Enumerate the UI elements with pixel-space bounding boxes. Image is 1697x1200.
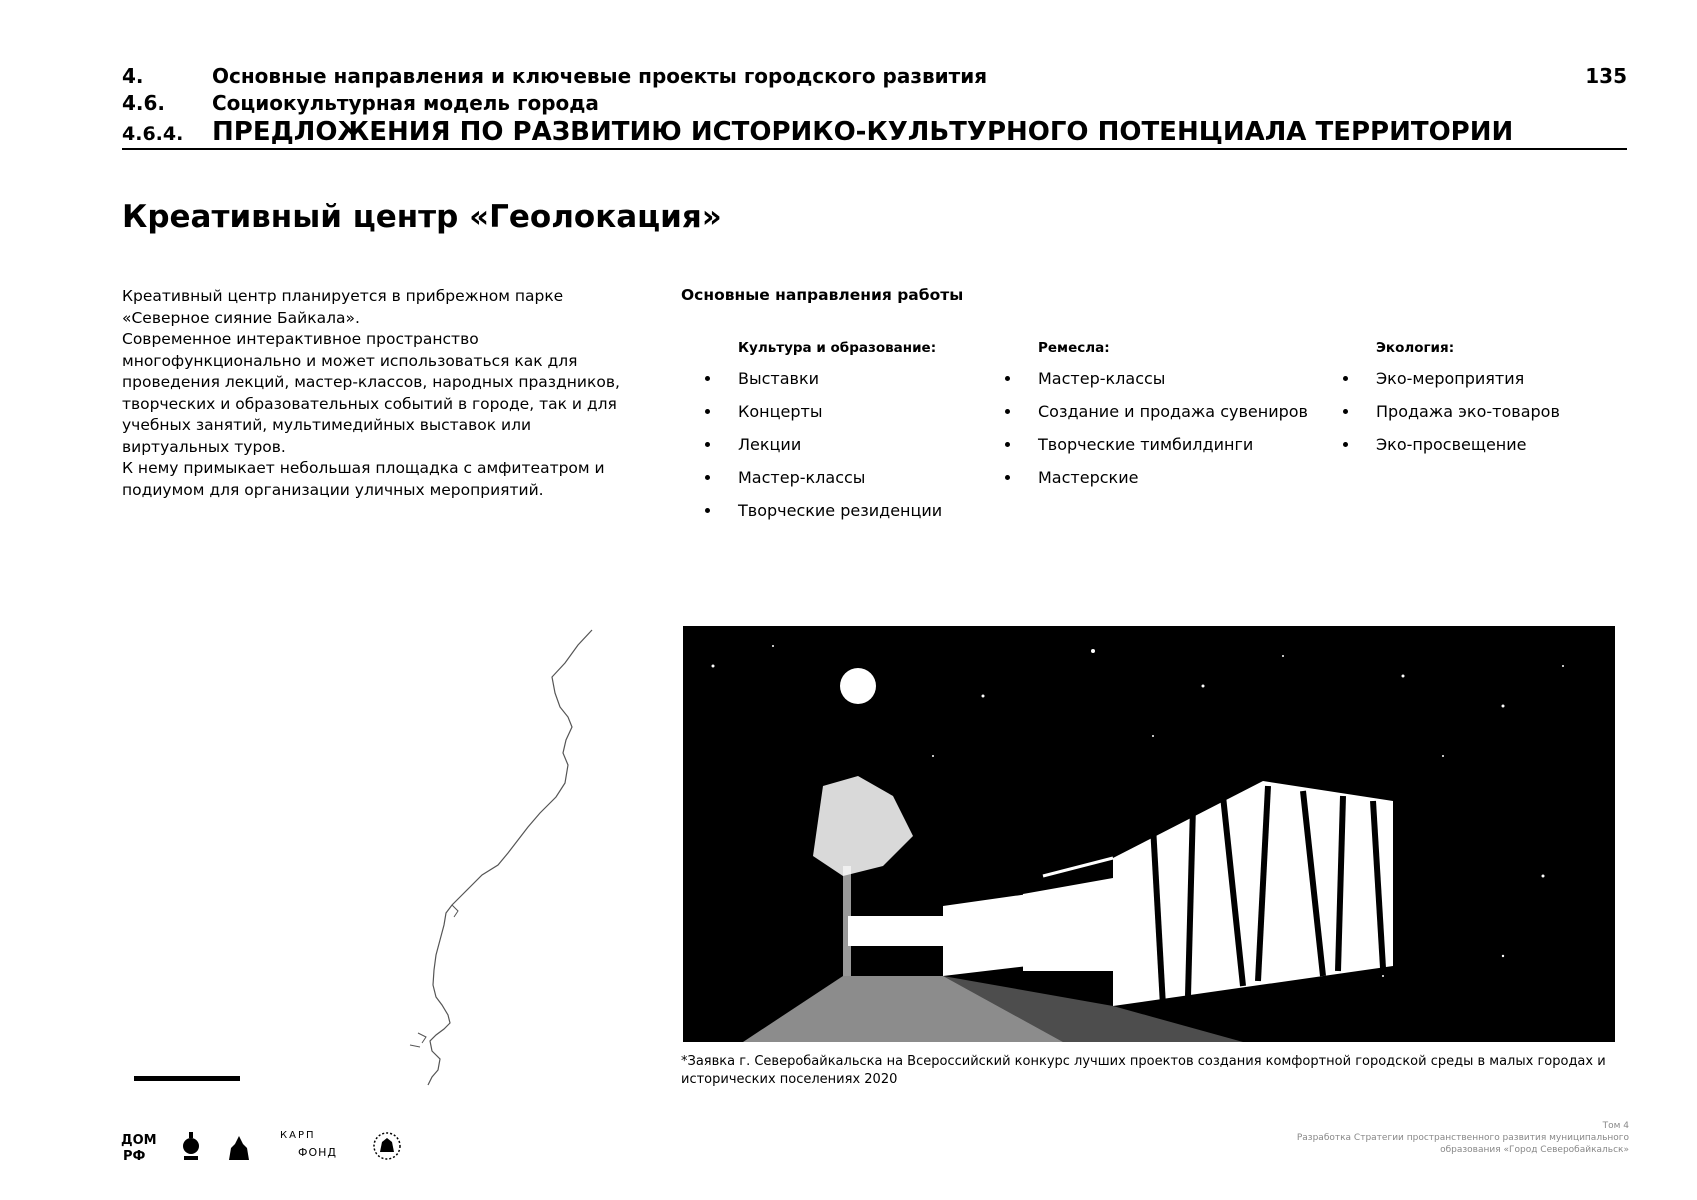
list-item [981,402,1308,435]
header-line-3 [122,117,1513,147]
direction-column-crafts [981,340,1308,501]
bullet-icon [1343,409,1348,414]
list-item [681,501,942,534]
dom-rf-logo [121,1130,157,1168]
bullet-icon [1005,409,1010,414]
chapter-number: 4.6.4. [122,123,184,145]
list-item [681,435,942,468]
column-title: Ремесла: [1038,340,1110,356]
bullet-icon [1343,376,1348,381]
subsection-title: Социокультурная модель города [212,91,599,115]
list-item-label: Создание и продажа сувениров [1038,402,1308,421]
project-visualization-image [683,626,1615,1042]
coastline-map [400,625,600,1095]
list-item-label: Выставки [738,369,820,388]
list-item-label: Мастер-классы [1038,369,1166,388]
page-title: Креативный центр «Геолокация» [122,199,722,235]
section-number: 4. [122,64,144,88]
karp-fond-logo [280,1124,342,1166]
list-item-label: Эко-мероприятия [1376,369,1525,388]
list-item-label: Концерты [738,402,823,421]
svg-text:ДОМ: ДОМ [121,1133,157,1148]
bullet-icon [705,409,710,414]
bullet-icon [1005,442,1010,447]
coat-of-arms-2-icon [225,1130,253,1166]
bullet-icon [1343,442,1348,447]
svg-text:РФ: РФ [123,1149,146,1164]
direction-column-ecology [1319,340,1560,468]
section-title: Основные направления и ключевые проекты городского развития [212,64,988,88]
svg-text:КАРП: КАРП [280,1130,316,1141]
directions-title: Основные направления работы [681,286,964,304]
list-item [981,435,1308,468]
list-item [981,369,1308,402]
bullet-icon [705,376,710,381]
university-emblem-icon [372,1130,402,1166]
direction-list [681,369,942,534]
intro-paragraph-2: Современное интерактивное пространство многофункционально и может использоваться как для проведения лекций, мастер-классов, народных праздников, творческих и образовательных событий в городе, так и для учебных занятий, мультимедийных выставок или виртуальных туров. [122,330,620,456]
list-item-label: Лекции [738,435,802,454]
svg-text:ФОНД: ФОНД [298,1146,337,1159]
header-line-2 [122,91,599,115]
footer-line-2: Разработка Стратегии пространственного развития муниципального [1296,1133,1629,1143]
list-item-label: Эко-просвещение [1376,435,1527,454]
column-title: Экология: [1376,340,1455,356]
list-item [681,402,942,435]
chapter-title: ПРЕДЛОЖЕНИЯ ПО РАЗВИТИЮ ИСТОРИКО-КУЛЬТУРНОГО ПОТЕНЦИАЛА ТЕРРИТОРИИ [212,117,1514,147]
column-title: Культура и образование: [738,340,937,356]
page-number: 135 [1585,64,1627,88]
bullet-icon [705,442,710,447]
intro-paragraph-3: К нему примыкает небольшая площадка с амфитеатром и подиумом для организации уличных мероприятий. [122,459,605,499]
footer-document-note [1209,1120,1629,1156]
bullet-icon [1005,475,1010,480]
list-item [1319,402,1560,435]
direction-list [981,369,1308,501]
bullet-icon [705,508,710,513]
list-item-label: Мастерские [1038,468,1139,487]
bullet-icon [705,475,710,480]
list-item [981,468,1308,501]
footer-line-3: образования «Город Северобайкальск» [1440,1145,1629,1155]
header-divider [122,148,1627,150]
bullet-icon [1005,376,1010,381]
intro-text [122,286,642,501]
header-line-1 [122,64,987,88]
list-item-label: Мастер-классы [738,468,866,487]
map-scale-bar [134,1076,240,1081]
list-item-label: Творческие резиденции [738,501,943,520]
direction-column-culture [681,340,942,534]
list-item [681,468,942,501]
image-caption: *Заявка г. Северобайкальска на Всероссийский конкурс лучших проектов создания комфортной городской среды в малых городах и исторических поселениях 2020 [681,1054,1606,1087]
footer-line-1: Том 4 [1602,1121,1629,1131]
list-item-label: Продажа эко-товаров [1376,402,1560,421]
intro-paragraph-1: Креативный центр планируется в прибрежном парке «Северное сияние Байкала». [122,287,564,327]
list-item [1319,435,1560,468]
list-item [681,369,942,402]
coat-of-arms-1-icon [180,1130,202,1166]
subsection-number: 4.6. [122,91,166,115]
list-item-label: Творческие тимбилдинги [1038,435,1254,454]
direction-list [1319,369,1560,468]
list-item [1319,369,1560,402]
